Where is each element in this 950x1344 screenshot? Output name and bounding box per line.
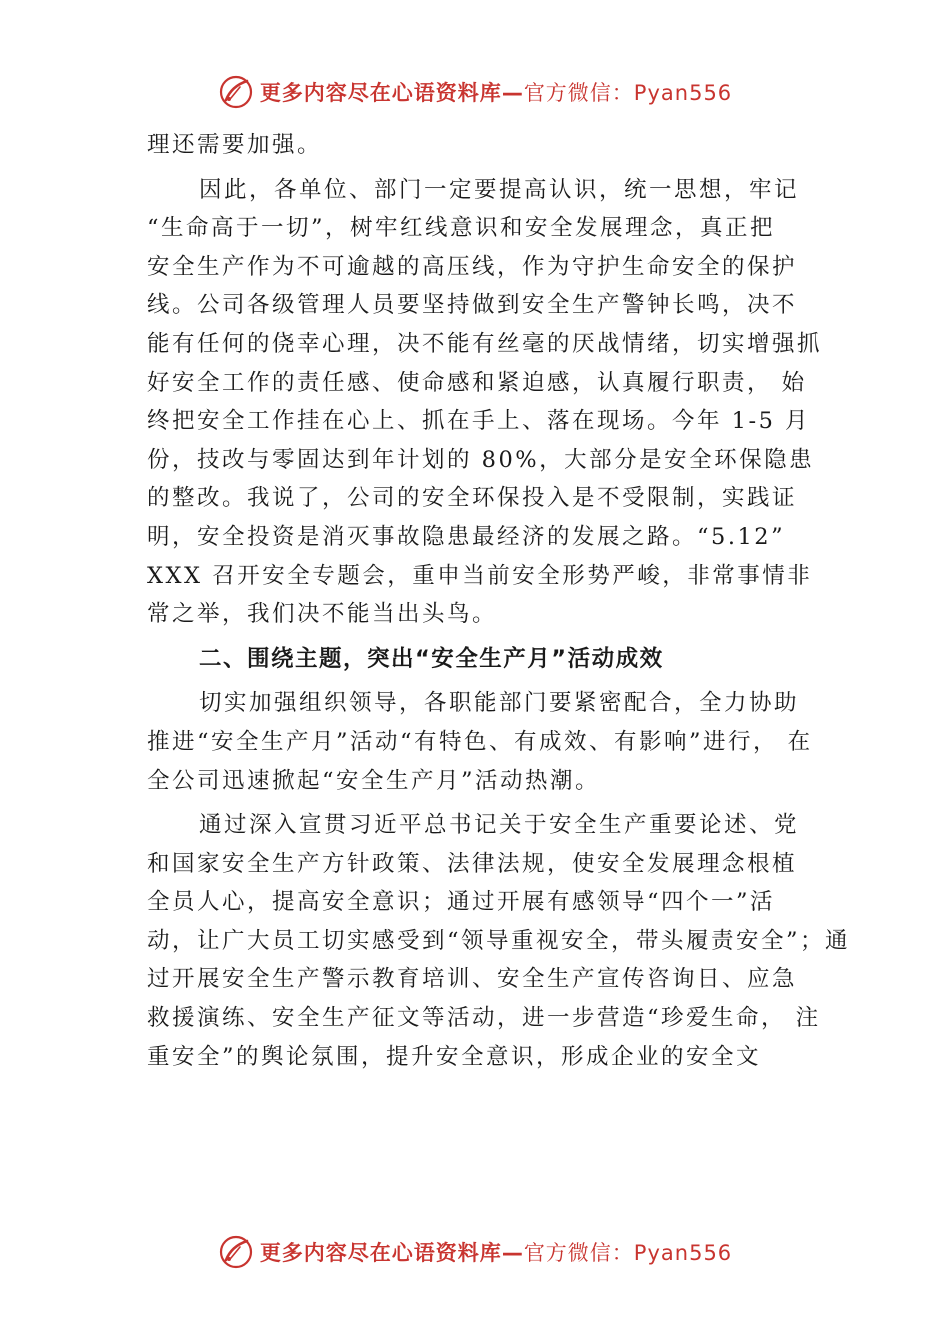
paragraph-line: 和国家安全生产方针政策、法律法规，使安全发展理念根植 [147, 850, 798, 877]
document-body [147, 126, 851, 1076]
paragraph-line: 救援演练、安全生产征文等活动，进一步营造“珍爱生命， 注 [147, 1005, 821, 1032]
paragraph-line: “生命高于一切”，树牢红线意识和安全发展理念，真正把 [147, 215, 776, 242]
watermark-wechat: 官方微信：Pyan556 [523, 81, 733, 105]
paragraph-line: 理还需要加强。 [147, 132, 323, 158]
paragraph-line: 的整改。我说了，公司的安全环保投入是不受限制，实践证 [147, 485, 798, 512]
watermark-dash: — [501, 81, 524, 105]
paragraph-line: 终把安全工作挂在心上、抓在手上、落在现场。今年 1-5 月 [147, 408, 811, 435]
paragraph-line: 因此，各单位、部门一定要提高认识，统一思想，牢记 [199, 176, 800, 203]
watermark-text [260, 1237, 732, 1267]
paragraph-line: 切实加强组织领导，各职能部门要紧密配合，全力协助 [199, 690, 800, 717]
paragraph-line: 安全生产作为不可逾越的高压线，作为守护生命安全的保护 [147, 253, 798, 280]
paragraph-line: 过开展安全生产警示教育培训、安全生产宣传咨询日、应急 [147, 966, 798, 993]
paragraph-line: 通过深入宣贯习近平总书记关于安全生产重要论述、党 [199, 812, 800, 839]
watermark-dash: — [501, 1241, 524, 1265]
paragraph-line: 常之举，我们决不能当出头鸟。 [147, 601, 498, 628]
paragraph-line: 明，安全投资是消灭事故隐患最经济的发展之路。“5.12” [147, 523, 786, 550]
watermark-wechat: 官方微信：Pyan556 [523, 1241, 733, 1265]
paragraph-line: 份，技改与零固达到年计划的 80%，大部分是安全环保隐患 [147, 446, 815, 473]
paragraph-line: 全员人心，提高安全意识；通过开展有感领导“四个一”活 [147, 889, 776, 916]
pen-circle-logo-icon [218, 1234, 254, 1270]
watermark-text [260, 77, 732, 107]
pen-circle-logo-icon [218, 74, 254, 110]
paragraph-line: 能有任何的侥幸心理，决不能有丝毫的厌战情绪，切实增强抓 [147, 330, 823, 357]
paragraph-line: 推进“安全生产月”活动“有特色、有成效、有影响”进行， 在 [147, 728, 813, 755]
paragraph-line: 动，让广大员工切实感受到“领导重视安全，带头履责安全”；通 [147, 927, 851, 954]
paragraph-line: XXX 召开安全专题会，重申当前安全形势严峻，非常事情非 [147, 562, 813, 589]
watermark-title: 更多内容尽在心语资料库 [259, 1241, 502, 1265]
paragraph-line: 全公司迅速掀起“安全生产月”活动热潮。 [147, 767, 601, 794]
section-heading: 二、围绕主题，突出“安全生产月”活动成效 [199, 645, 664, 672]
watermark-title: 更多内容尽在心语资料库 [259, 81, 502, 105]
watermark-footer [0, 1232, 950, 1272]
paragraph-line: 重安全”的舆论氛围，提升安全意识，形成企业的安全文 [147, 1043, 762, 1070]
watermark-header [0, 72, 950, 112]
paragraph-line: 好安全工作的责任感、使命感和紧迫感，认真履行职责， 始 [147, 369, 807, 396]
paragraph-line: 线。公司各级管理人员要坚持做到安全生产警钟长鸣，决不 [147, 292, 798, 319]
